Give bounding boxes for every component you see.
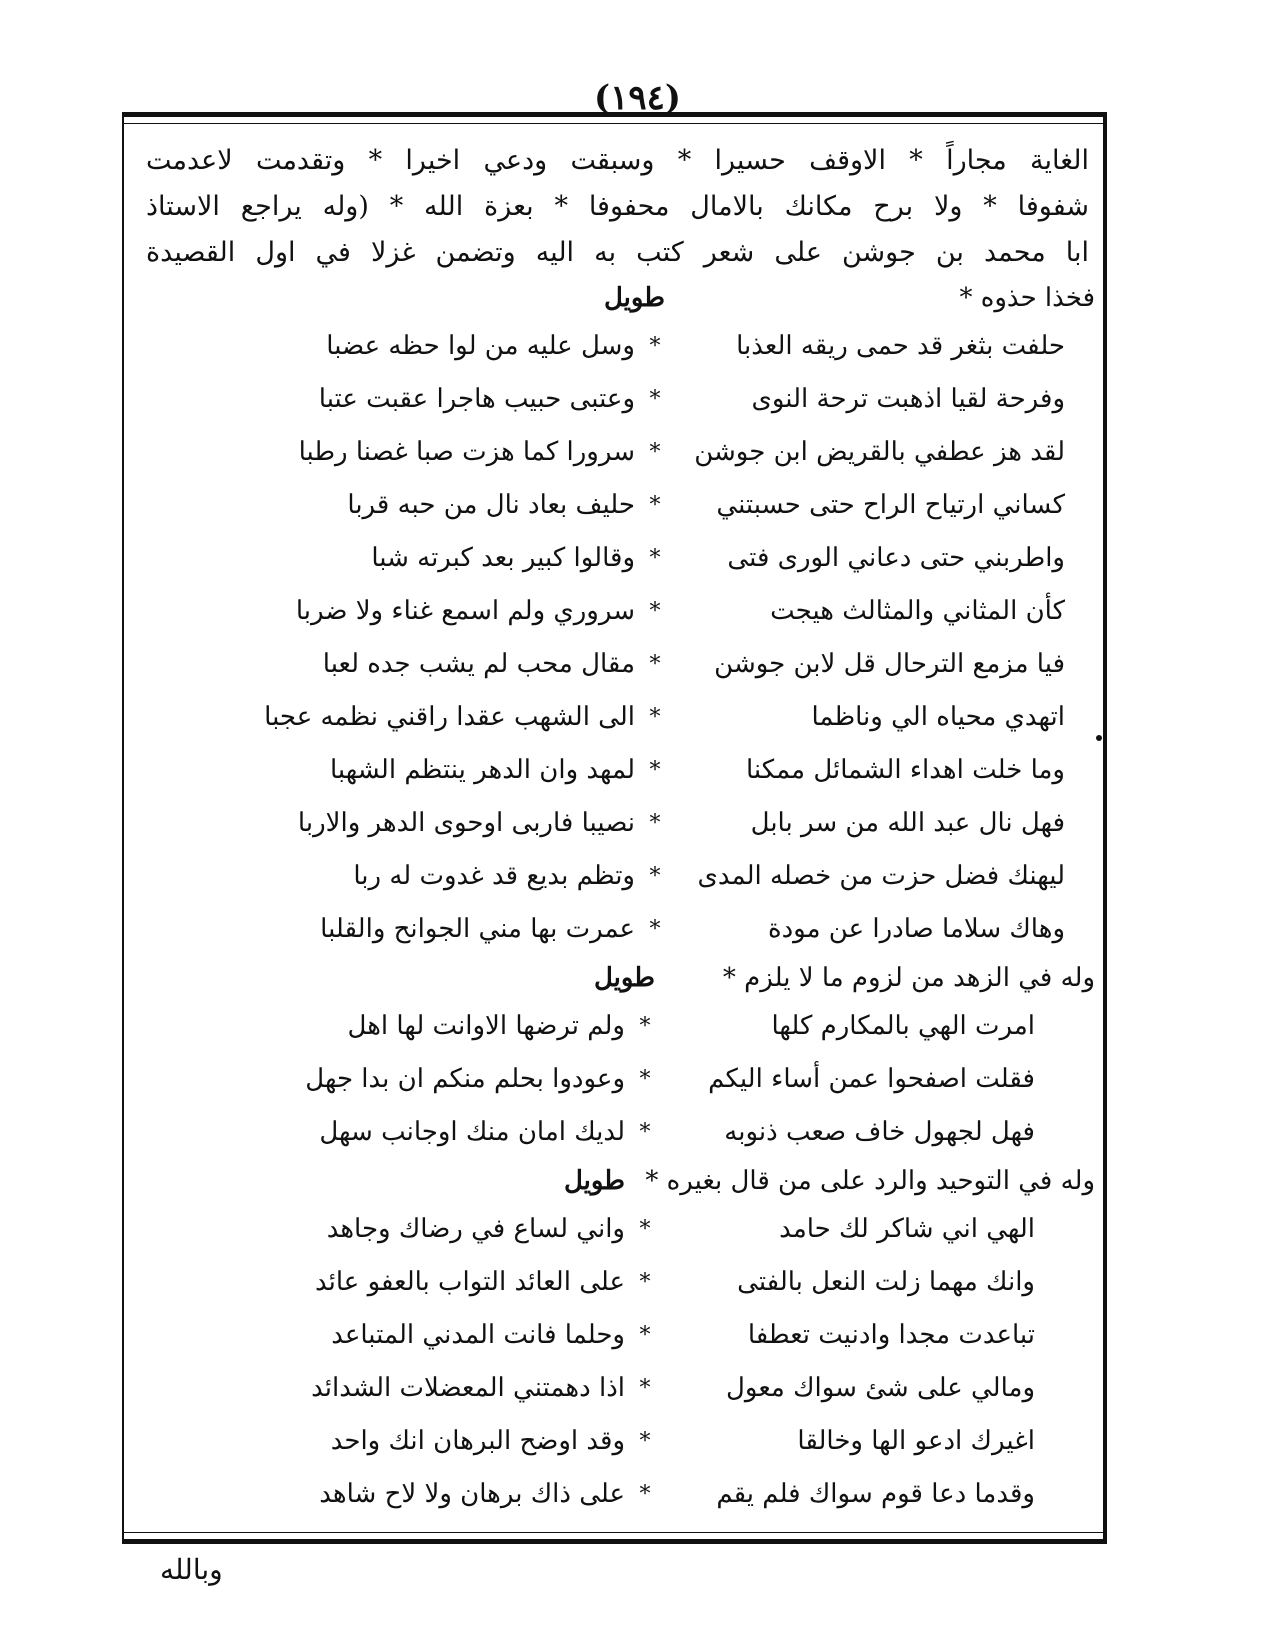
hemistich-second: سرورا كما هزت صبا غصنا رطبا [298,437,635,467]
verse [140,903,1065,956]
verse [140,691,1065,744]
page-body [140,138,1095,1521]
hemistich-first: وفرحة لقيا اذهبت ترحة النوى [751,384,1065,414]
page-number: (١٩٤) [594,78,681,118]
verse [140,1256,1035,1309]
prose-line-4-text: فخذا حذوه * [959,283,1095,313]
verse-separator: * [649,917,661,942]
verse-separator: * [649,546,661,571]
poem-1 [140,320,1095,956]
verse-separator: * [649,387,661,412]
hemistich-second: حليف بعاد نال من حبه قربا [347,490,635,520]
verse-separator: * [649,811,661,836]
hemistich-second: وعودوا بحلم منكم ان بدا جهل [305,1064,625,1094]
prose-line-1: الغاية مجاراً * الاوقف حسيرا * وسبقت ودعي اخيرا * وتقدمت لاعدمت [146,145,1089,176]
verse [140,585,1065,638]
verse [140,1309,1035,1362]
poem-3 [140,1203,1095,1521]
meter-label: طويل [563,1166,625,1196]
verse-separator: * [649,493,661,518]
hemistich-first: ومالي على شئ سواك معول [726,1373,1035,1403]
hemistich-first: لقد هز عطفي بالقريض ابن جوشن [694,437,1065,467]
verse-separator: * [649,758,661,783]
hemistich-second: اذا دهمتني المعضلات الشدائد [311,1373,625,1403]
hemistich-second: على العائد التواب بالعفو عائد [315,1267,625,1297]
hemistich-second: نصيبا فاربى اوحوى الدهر والاربا [297,808,635,838]
verse-separator: * [639,1217,651,1242]
hemistich-second: سروري ولم اسمع غناء ولا ضربا [295,596,635,626]
hemistich-second: وقد اوضح البرهان انك واحد [330,1426,625,1456]
verse [140,532,1065,585]
hemistich-first: اتهدي محياه الي وناظما [811,702,1065,732]
prose-line-4 [140,276,1095,320]
verse [140,373,1065,426]
hemistich-first: وقدما دعا قوم سواك فلم يقم [716,1479,1035,1509]
hemistich-first: وما خلت اهداء الشمائل ممكنا [745,755,1065,785]
verse-separator: * [649,864,661,889]
verse-separator: * [649,652,661,677]
verse [140,320,1065,373]
hemistich-first: وهاك سلاما صادرا عن مودة [767,914,1065,944]
meter-label: طويل [593,963,655,993]
verse-separator: * [639,1376,651,1401]
hemistich-second: وتظم بديع قد غدوت له ربا [353,861,635,891]
hemistich-second: عمرت بها مني الجوانح والقلبا [320,914,635,944]
verse [140,1415,1035,1468]
hemistich-second: مقال محب لم يشب جده لعبا [322,649,635,679]
verse-separator: * [649,599,661,624]
verse-separator: * [639,1429,651,1454]
hemistich-first: تباعدت مجدا وادنيت تعطفا [747,1320,1035,1350]
verse-separator: * [639,1323,651,1348]
hemistich-second: لمهد وان الدهر ينتظم الشهبا [329,755,635,785]
verse [140,1468,1035,1521]
hemistich-first: ليهنك فضل حزت من خصله المدى [697,861,1065,891]
hemistich-first: كساني ارتياح الراح حتى حسبتني [716,490,1065,520]
hemistich-first: اغيرك ادعو الها وخالقا [797,1426,1035,1456]
verse [140,797,1065,850]
hemistich-second: لديك امان منك اوجانب سهل [319,1117,625,1147]
hemistich-first: وانك مهما زلت النعل بالفتى [737,1267,1035,1297]
section-heading-tawhid [140,1159,1095,1203]
verse-separator: * [639,1270,651,1295]
section-heading-zuhd [140,956,1095,1000]
hemistich-first: فيا مزمع الترحال قل لابن جوشن [714,649,1065,679]
margin-dot [1096,735,1102,741]
verse-separator: * [639,1482,651,1507]
hemistich-second: الى الشهب عقدا راقني نظمه عجبا [264,702,635,732]
verse [140,1106,1035,1159]
verse [140,1053,1035,1106]
verse-separator: * [649,705,661,730]
hemistich-second: وسل عليه من لوا حظه عضبا [326,331,635,361]
poem-2 [140,1000,1095,1159]
prose-line-2: شفوفا * ولا برح مكانك بالامال محفوفا * بعزة الله * (وله يراجع الاستاذ [146,191,1089,222]
verse [140,1362,1035,1415]
hemistich-first: حلفت بثغر قد حمى ريقه العذبا [736,331,1065,361]
hemistich-second: واني لساع في رضاك وجاهد [326,1214,625,1244]
hemistich-first: كأن المثاني والمثالث هيجت [770,596,1065,626]
catchword: وبالله [160,1553,223,1586]
hemistich-second: ولم ترضها الاوانت لها اهل [347,1011,625,1041]
meter-label: طويل [603,283,665,313]
verse-separator: * [649,334,661,359]
verse-separator: * [639,1014,651,1039]
hemistich-first: فهل لجهول خاف صعب ذنوبه [724,1117,1035,1147]
hemistich-first: واطربني حتى دعاني الورى فتى [727,543,1065,573]
verse [140,850,1065,903]
verse [140,744,1065,797]
hemistich-first: فهل نال عبد الله من سر بابل [750,808,1065,838]
verse [140,479,1065,532]
verse [140,638,1065,691]
hemistich-second: وحلما فانت المدني المتباعد [331,1320,625,1350]
verse [140,1203,1035,1256]
section-heading-text: وله في الزهد من لزوم ما لا يلزم * [722,963,1095,993]
section-heading-text: وله في التوحيد والرد على من قال بغيره * [645,1166,1095,1196]
verse-separator: * [639,1067,651,1092]
verse [140,426,1065,479]
verse-separator: * [649,440,661,465]
hemistich-second: على ذاك برهان ولا لاح شاهد [319,1479,625,1509]
hemistich-first: امرت الهي بالمكارم كلها [771,1011,1035,1041]
hemistich-second: وعتبى حبيب هاجرا عقبت عتبا [318,384,635,414]
hemistich-first: فقلت اصفحوا عمن أساء اليكم [708,1064,1035,1094]
hemistich-second: وقالوا كبير بعد كبرته شبا [371,543,635,573]
verse [140,1000,1035,1053]
hemistich-first: الهي اني شاكر لك حامد [779,1214,1035,1244]
prose-line-3: ابا محمد بن جوشن على شعر كتب به اليه وتضمن غزلا في اول القصيدة [146,237,1089,268]
verse-separator: * [639,1120,651,1145]
